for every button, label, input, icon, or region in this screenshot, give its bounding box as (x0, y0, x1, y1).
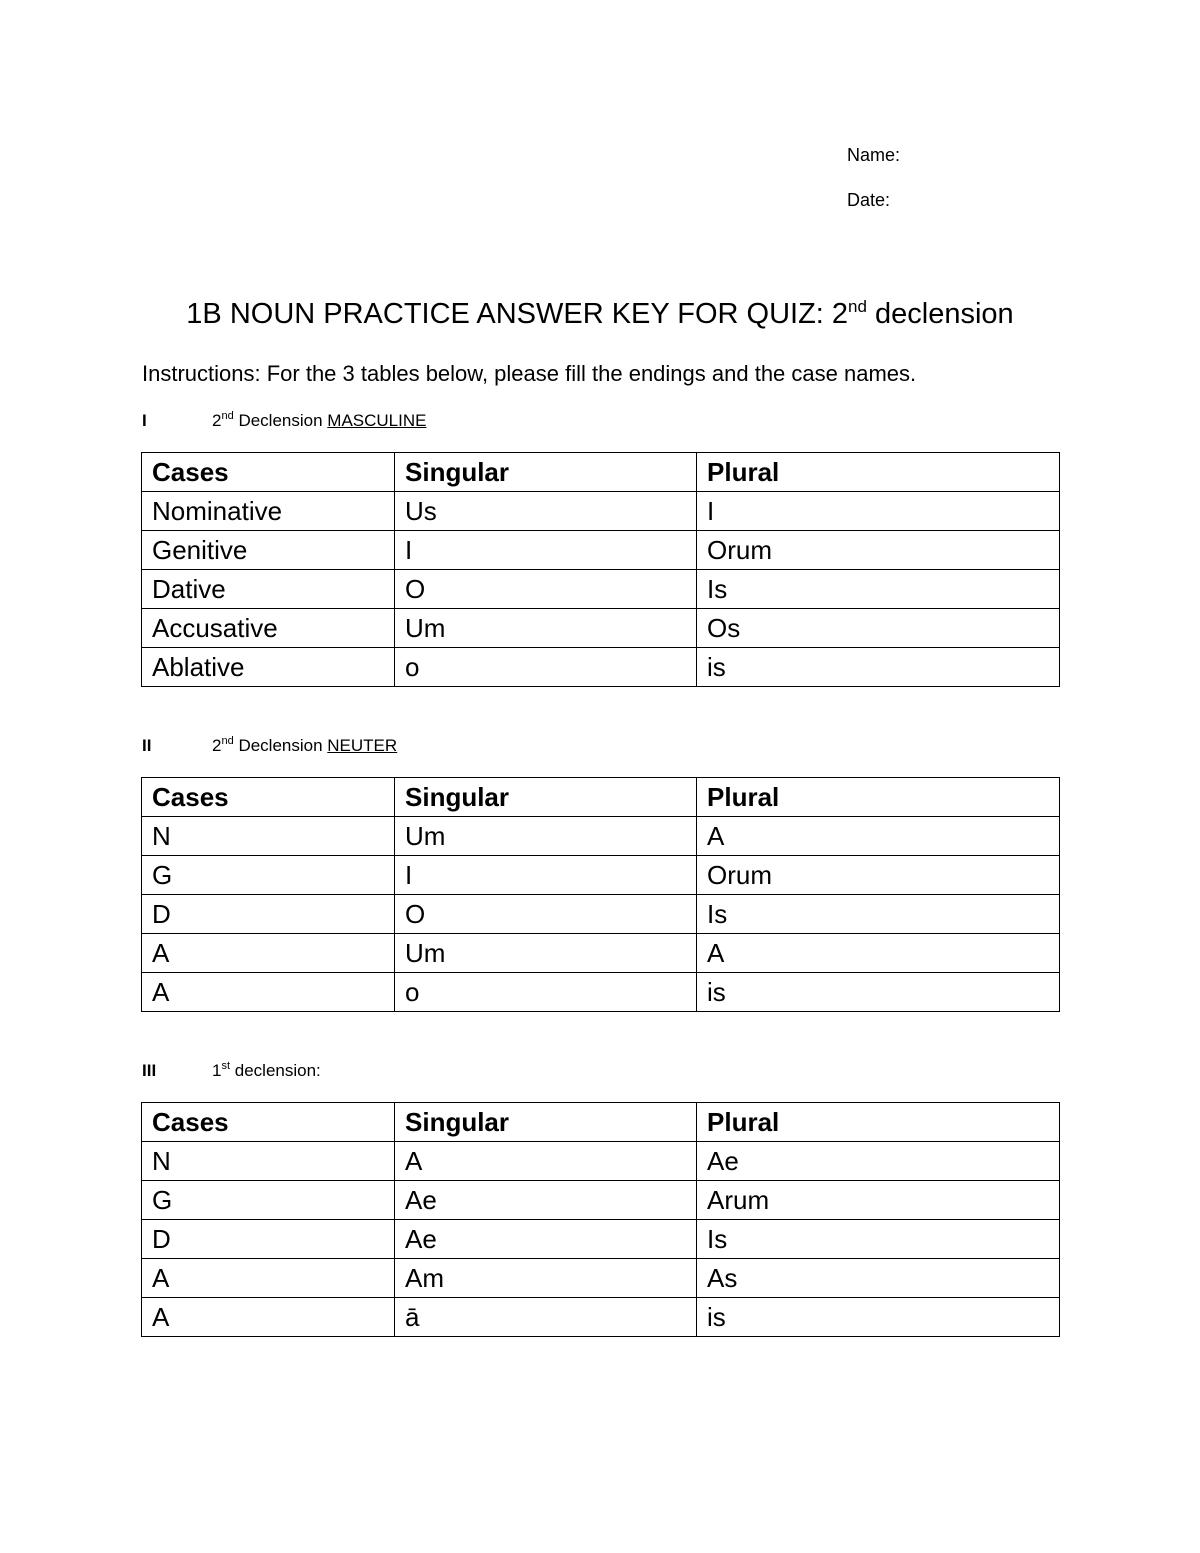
plural-cell: Is (697, 895, 1060, 934)
plural-cell: Is (697, 1220, 1060, 1259)
header-singular: Singular (395, 1103, 697, 1142)
header-plural: Plural (697, 453, 1060, 492)
header-singular: Singular (395, 453, 697, 492)
table-row (142, 609, 1060, 648)
table-row (142, 648, 1060, 687)
plural-cell: Orum (697, 856, 1060, 895)
case-cell: Genitive (142, 531, 395, 570)
masculine-declension-table (141, 452, 1060, 687)
section-gender: NEUTER (327, 736, 398, 755)
neuter-declension-table (141, 777, 1060, 1012)
singular-cell: I (395, 856, 697, 895)
plural-cell: Os (697, 609, 1060, 648)
case-cell: Ablative (142, 648, 395, 687)
header-singular: Singular (395, 778, 697, 817)
section-gender: MASCULINE (327, 411, 427, 430)
section-label-masculine (142, 411, 426, 431)
title-main: 1B NOUN PRACTICE ANSWER KEY FOR QUIZ: 2 (186, 298, 849, 330)
plural-cell: Orum (697, 531, 1060, 570)
case-cell: D (142, 1220, 395, 1259)
title-superscript: nd (848, 297, 867, 316)
section-label-neuter (142, 736, 397, 756)
section-label-text: declension: (230, 1061, 321, 1080)
table-row (142, 1298, 1060, 1337)
table-row (142, 856, 1060, 895)
section-ordinal-sup: st (221, 1060, 231, 1072)
table-row (142, 1181, 1060, 1220)
singular-cell: ā (395, 1298, 697, 1337)
section-ordinal-sup: nd (221, 410, 234, 422)
table-row (142, 492, 1060, 531)
singular-cell: O (395, 570, 697, 609)
table-row (142, 817, 1060, 856)
singular-cell: O (395, 895, 697, 934)
case-cell: N (142, 817, 395, 856)
singular-cell: Um (395, 934, 697, 973)
section-label-text: Declension (233, 411, 328, 430)
section-ordinal: 2 (212, 736, 222, 755)
header-plural: Plural (697, 778, 1060, 817)
singular-cell: Um (395, 609, 697, 648)
case-cell: D (142, 895, 395, 934)
case-cell: Dative (142, 570, 395, 609)
singular-cell: o (395, 648, 697, 687)
header-cases: Cases (142, 778, 395, 817)
table-row (142, 895, 1060, 934)
plural-cell: Is (697, 570, 1060, 609)
table-row (142, 1259, 1060, 1298)
plural-cell: is (697, 648, 1060, 687)
table-row (142, 973, 1060, 1012)
section-ordinal: 2 (212, 411, 222, 430)
case-cell: A (142, 973, 395, 1012)
case-cell: N (142, 1142, 395, 1181)
instructions: Instructions: For the 3 tables below, please fill the endings and the case names. (142, 361, 917, 386)
plural-cell: A (697, 934, 1060, 973)
singular-cell: A (395, 1142, 697, 1181)
table-header-row (142, 1103, 1060, 1142)
title-tail: declension (866, 298, 1014, 330)
table-row (142, 531, 1060, 570)
plural-cell: is (697, 1298, 1060, 1337)
header-cases: Cases (142, 453, 395, 492)
plural-cell: Ae (697, 1142, 1060, 1181)
singular-cell: Ae (395, 1181, 697, 1220)
first-declension-table (141, 1102, 1060, 1337)
case-cell: A (142, 1259, 395, 1298)
singular-cell: o (395, 973, 697, 1012)
singular-cell: Am (395, 1259, 697, 1298)
header-plural: Plural (697, 1103, 1060, 1142)
singular-cell: I (395, 531, 697, 570)
plural-cell: I (697, 492, 1060, 531)
case-cell: A (142, 934, 395, 973)
case-cell: G (142, 856, 395, 895)
table-row (142, 1142, 1060, 1181)
name-label: Name: (847, 145, 901, 165)
plural-cell: As (697, 1259, 1060, 1298)
section-numeral: I (142, 411, 147, 430)
header-cases: Cases (142, 1103, 395, 1142)
case-cell: G (142, 1181, 395, 1220)
singular-cell: Us (395, 492, 697, 531)
plural-cell: is (697, 973, 1060, 1012)
plural-cell: Arum (697, 1181, 1060, 1220)
date-label: Date: (847, 190, 891, 210)
table-header-row (142, 453, 1060, 492)
section-label-first-declension (142, 1061, 321, 1081)
table-row (142, 570, 1060, 609)
singular-cell: Um (395, 817, 697, 856)
table-row (142, 1220, 1060, 1259)
table-row (142, 934, 1060, 973)
singular-cell: Ae (395, 1220, 697, 1259)
case-cell: Accusative (142, 609, 395, 648)
section-label-text: Declension (233, 736, 328, 755)
page-title (0, 298, 1200, 331)
case-cell: Nominative (142, 492, 395, 531)
section-numeral: III (142, 1061, 157, 1080)
plural-cell: A (697, 817, 1060, 856)
section-ordinal-sup: nd (221, 735, 234, 747)
section-ordinal: 1 (212, 1061, 222, 1080)
section-numeral: II (142, 736, 152, 755)
case-cell: A (142, 1298, 395, 1337)
table-header-row (142, 778, 1060, 817)
